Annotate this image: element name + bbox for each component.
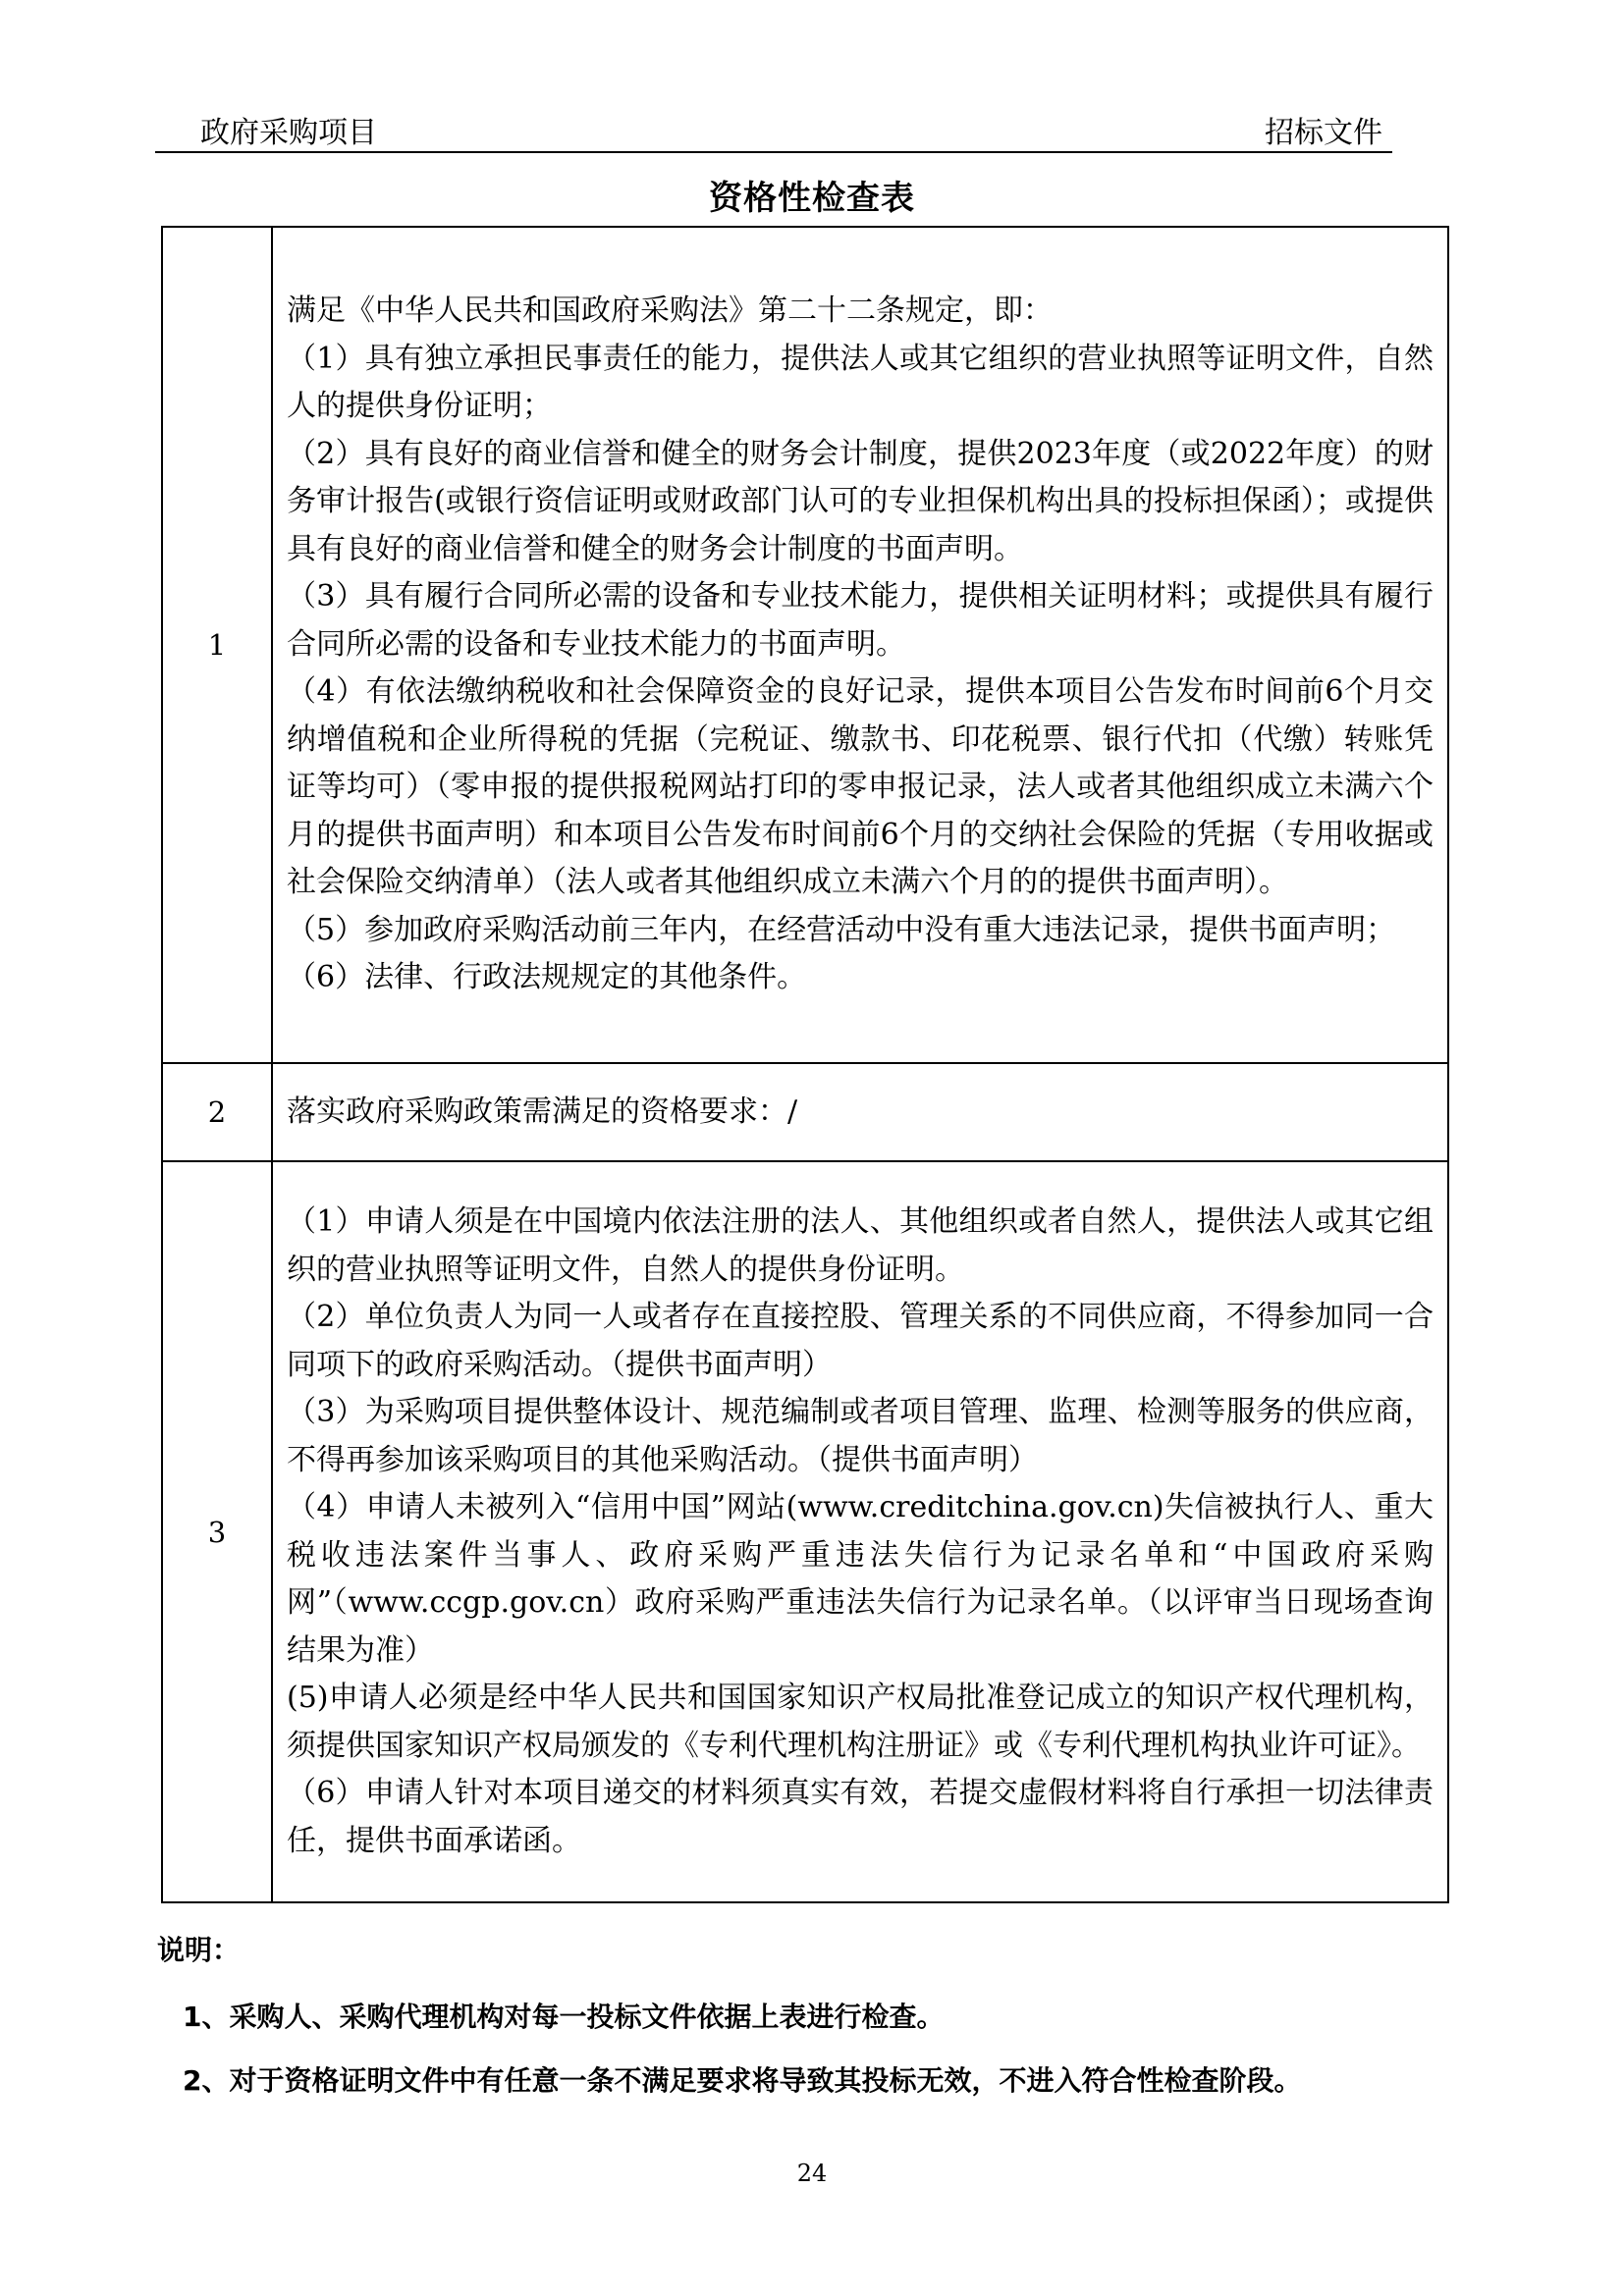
requirement-line: （5）参加政府采购活动前三年内，在经营活动中没有重大违法记录，提供书面声明； bbox=[287, 912, 1396, 947]
note-item: 2、对于资格证明文件中有任意一条不满足要求将导致其投标无效，不进入符合性检查阶段。 bbox=[183, 2064, 1302, 2097]
requirement-line: （4）有依法缴纳税收和社会保障资金的良好记录，提供本项目公告发布时间前6个月交纳增值税和企业所得税的凭据（完税证、缴款书、印花税票、银行代扣（代缴）转账凭证等均可）（零申报的提供报税网站打印的零申报记录，法人或者其他组织成立未满六个月的提供书面声明）和本项目公告发布时间前6个月的交纳社会保险的凭据（专用收据或社会保险交纳清单）（法人或者其他组织成立未满六个月的的提供书面声明）。 bbox=[287, 674, 1434, 900]
page-number: 24 bbox=[796, 2160, 828, 2187]
requirement-line: （3）具有履行合同所必需的设备和专业技术能力，提供相关证明材料；或提供具有履行合同所必需的设备和专业技术能力的书面声明。 bbox=[287, 579, 1434, 662]
page-header bbox=[155, 116, 1392, 153]
row-number: 1 bbox=[162, 227, 272, 1063]
requirement-line: （1）具有独立承担民事责任的能力，提供法人或其它组织的营业执照等证明文件，自然人的提供身份证明； bbox=[287, 341, 1434, 424]
requirement-line: （4）申请人未被列入“信用中国”网站(www.creditchina.gov.cn)失信被执行人、重大税收违法案件当事人、政府采购严重违法失信行为记录名单和“中国政府采购网”（www.ccgp.gov.cn）政府采购严重违法失信行为记录名单。（以评审当日现场查询结果为准） bbox=[287, 1490, 1434, 1668]
requirement-line: 落实政府采购政策需满足的资格要求：/ bbox=[287, 1094, 798, 1129]
requirement-cell bbox=[272, 1063, 1448, 1161]
notes-title: 说明： bbox=[157, 1934, 241, 1966]
requirement-line: (5)申请人必须是经中华人民共和国国家知识产权局批准登记成立的知识产权代理机构，须提供国家知识产权局颁发的《专利代理机构注册证》或《专利代理机构执业许可证》。 bbox=[287, 1681, 1434, 1763]
requirement-line: （3）为采购项目提供整体设计、规范编制或者项目管理、监理、检测等服务的供应商，不得再参加该采购项目的其他采购活动。（提供书面声明） bbox=[287, 1395, 1434, 1477]
requirement-cell bbox=[272, 1161, 1448, 1902]
header-right-text: 招标文件 bbox=[1265, 116, 1382, 150]
requirement-line: （6）法律、行政法规规定的其他条件。 bbox=[287, 960, 807, 995]
table-row bbox=[162, 1161, 1448, 1902]
row-number: 2 bbox=[162, 1063, 272, 1161]
table-row bbox=[162, 1063, 1448, 1161]
requirement-cell bbox=[272, 227, 1448, 1063]
requirement-line: （6）申请人针对本项目递交的材料须真实有效，若提交虚假材料将自行承担一切法律责任，提供书面承诺函。 bbox=[287, 1776, 1434, 1858]
requirement-line: （2）单位负责人为同一人或者存在直接控股、管理关系的不同供应商，不得参加同一合同项下的政府采购活动。（提供书面声明） bbox=[287, 1300, 1434, 1382]
requirement-line: （2）具有良好的商业信誉和健全的财务会计制度，提供2023年度（或2022年度）的财务审计报告(或银行资信证明或财政部门认可的专业担保机构出具的投标担保函）；或提供具有良好的商业信誉和健全的财务会计制度的书面声明。 bbox=[287, 436, 1434, 566]
header-left-text: 政府采购项目 bbox=[200, 116, 377, 150]
note-item: 1、采购人、采购代理机构对每一投标文件依据上表进行检查。 bbox=[183, 2001, 945, 2033]
table-title: 资格性检查表 bbox=[709, 179, 915, 218]
row-number: 3 bbox=[162, 1161, 272, 1902]
table-row bbox=[162, 227, 1448, 1063]
qualification-check-table bbox=[161, 226, 1449, 1903]
requirement-line: 满足《中华人民共和国政府采购法》第二十二条规定，即： bbox=[287, 294, 1053, 329]
requirement-line: （1）申请人须是在中国境内依法注册的法人、其他组织或者自然人，提供法人或其它组织的营业执照等证明文件，自然人的提供身份证明。 bbox=[287, 1204, 1434, 1287]
